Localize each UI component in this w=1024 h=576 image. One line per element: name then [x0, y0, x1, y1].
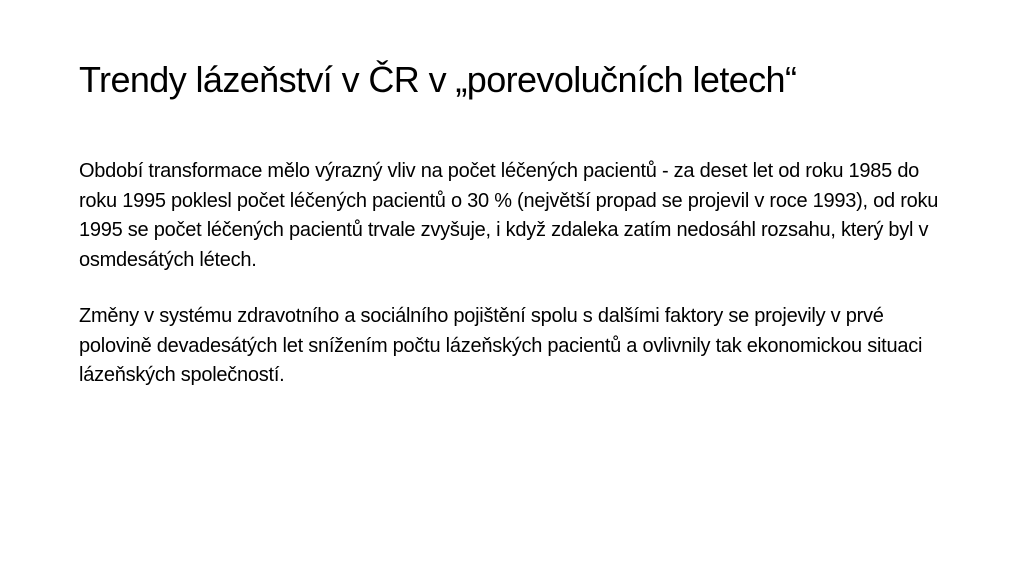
body-paragraph-insurance-changes: Změny v systému zdravotního a sociálního pojištění spolu s dalšími faktory se projevily v prvé polovině devadesátých let snížením počtu lázeňských pacientů a ovlivnily tak ekonomickou situaci lázeňských společností. [79, 305, 923, 386]
body-paragraph-transformation: Období transformace mělo výrazný vliv na počet léčených pacientů - za deset let od roku 1985 do roku 1995 poklesl počet léčených pacientů o 30 % (největší propad se projevil v roce 1993), od roku 1995 se počet léčených pacientů trvale zvyšuje, i když zdaleka zatím nedosáhl rozsahu, který byl v osmdesátých létech. [79, 160, 939, 271]
slide-body [79, 157, 949, 391]
slide-title: Trendy lázeňství v ČR v „porevolučních letech“ [79, 59, 797, 100]
